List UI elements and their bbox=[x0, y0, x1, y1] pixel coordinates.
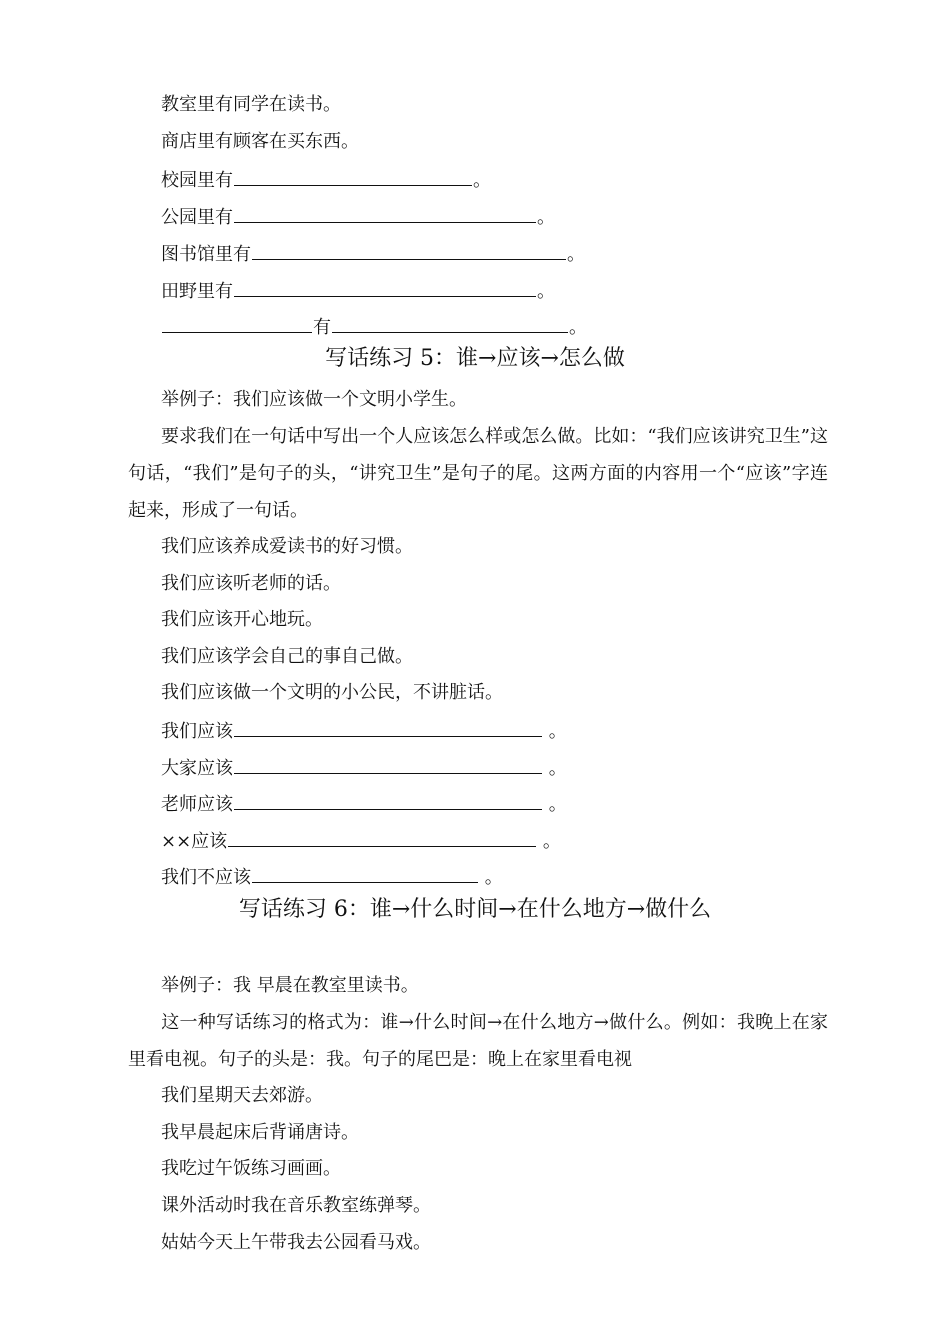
example-line: 我们应该开心地玩。 bbox=[161, 609, 323, 630]
fill-prefix: 老师应该 bbox=[161, 794, 233, 815]
fill-prefix: 田野里有 bbox=[161, 281, 233, 302]
example-line: 我们应该养成爱读书的好习惯。 bbox=[161, 536, 413, 557]
example-line: 我早晨起床后背诵唐诗。 bbox=[161, 1122, 359, 1143]
fill-suffix: 。 bbox=[537, 207, 555, 228]
example-line: 我们应该做一个文明的小公民，不讲脏话。 bbox=[161, 682, 503, 703]
answer-blank[interactable] bbox=[234, 167, 472, 186]
fill-prefix: 我们应该 bbox=[161, 721, 233, 742]
answer-blank[interactable] bbox=[234, 718, 542, 737]
fill-prefix: 大家应该 bbox=[161, 758, 233, 779]
fill-in-line bbox=[161, 791, 567, 815]
example-line: 我吃过午饭练习画画。 bbox=[161, 1158, 341, 1179]
answer-blank[interactable] bbox=[234, 791, 542, 810]
fill-suffix: 。 bbox=[569, 317, 587, 338]
fill-in-line bbox=[161, 278, 555, 302]
fill-in-line bbox=[161, 167, 491, 191]
fill-in-line bbox=[161, 204, 555, 228]
fill-suffix: 。 bbox=[542, 831, 561, 852]
fill-in-line bbox=[161, 828, 561, 852]
fill-prefix: 图书馆里有 bbox=[161, 244, 251, 265]
section-heading: 写话练习 6：谁→什么时间→在什么地方→做什么 bbox=[238, 897, 712, 922]
fill-in-line bbox=[161, 718, 567, 742]
fill-suffix: 。 bbox=[548, 758, 567, 779]
fill-in-line bbox=[161, 314, 587, 338]
example-line: 我们应该听老师的话。 bbox=[161, 573, 341, 594]
fill-prefix: ××应该 bbox=[161, 831, 228, 852]
example-line: 我们星期天去郊游。 bbox=[161, 1085, 323, 1106]
answer-blank[interactable] bbox=[252, 241, 566, 260]
example-line: 商店里有顾客在买东西。 bbox=[161, 131, 359, 152]
example-intro: 举例子：我 早晨在教室里读书。 bbox=[161, 975, 419, 996]
example-line: 课外活动时我在音乐教室练弹琴。 bbox=[161, 1195, 431, 1216]
fill-suffix: 。 bbox=[537, 281, 555, 302]
explanation-paragraph bbox=[128, 1004, 828, 1078]
example-line: 我们应该学会自己的事自己做。 bbox=[161, 646, 413, 667]
explanation-text: 要求我们在一句话中写出一个人应该怎么样或怎么做。比如：“我们应该讲究卫生”这句话，“我们”是句子的头，“讲究卫生”是句子的尾。这两方面的内容用一个“应该”字连起来，形成了一句话。 bbox=[128, 426, 828, 521]
fill-suffix: 。 bbox=[484, 867, 503, 888]
section-heading: 写话练习 5：谁→应该→怎么做 bbox=[325, 346, 625, 371]
explanation-text: 这一种写话练习的格式为：谁→什么时间→在什么地方→做什么。例如：我晚上在家里看电视。句子的头是：我。句子的尾巴是：晚上在家里看电视 bbox=[128, 1012, 828, 1070]
fill-prefix: 公园里有 bbox=[161, 207, 233, 228]
fill-in-line bbox=[161, 755, 567, 779]
fill-prefix: 校园里有 bbox=[161, 170, 233, 191]
answer-blank[interactable] bbox=[332, 314, 568, 333]
fill-suffix: 。 bbox=[567, 244, 585, 265]
explanation-paragraph bbox=[128, 418, 828, 529]
fill-middle: 有 bbox=[313, 317, 331, 338]
example-intro: 举例子：我们应该做一个文明小学生。 bbox=[161, 389, 467, 410]
fill-suffix: 。 bbox=[548, 794, 567, 815]
fill-suffix: 。 bbox=[548, 721, 567, 742]
fill-in-line bbox=[161, 864, 503, 888]
fill-suffix: 。 bbox=[473, 170, 491, 191]
answer-blank[interactable] bbox=[234, 278, 536, 297]
answer-blank[interactable] bbox=[234, 204, 536, 223]
answer-blank[interactable] bbox=[234, 755, 542, 774]
example-line: 教室里有同学在读书。 bbox=[161, 94, 341, 115]
fill-prefix: 我们不应该 bbox=[161, 867, 251, 888]
example-line: 姑姑今天上午带我去公园看马戏。 bbox=[161, 1232, 431, 1253]
answer-blank-subject[interactable] bbox=[162, 314, 312, 333]
answer-blank[interactable] bbox=[228, 828, 536, 847]
answer-blank[interactable] bbox=[252, 864, 478, 883]
fill-in-line bbox=[161, 241, 585, 265]
